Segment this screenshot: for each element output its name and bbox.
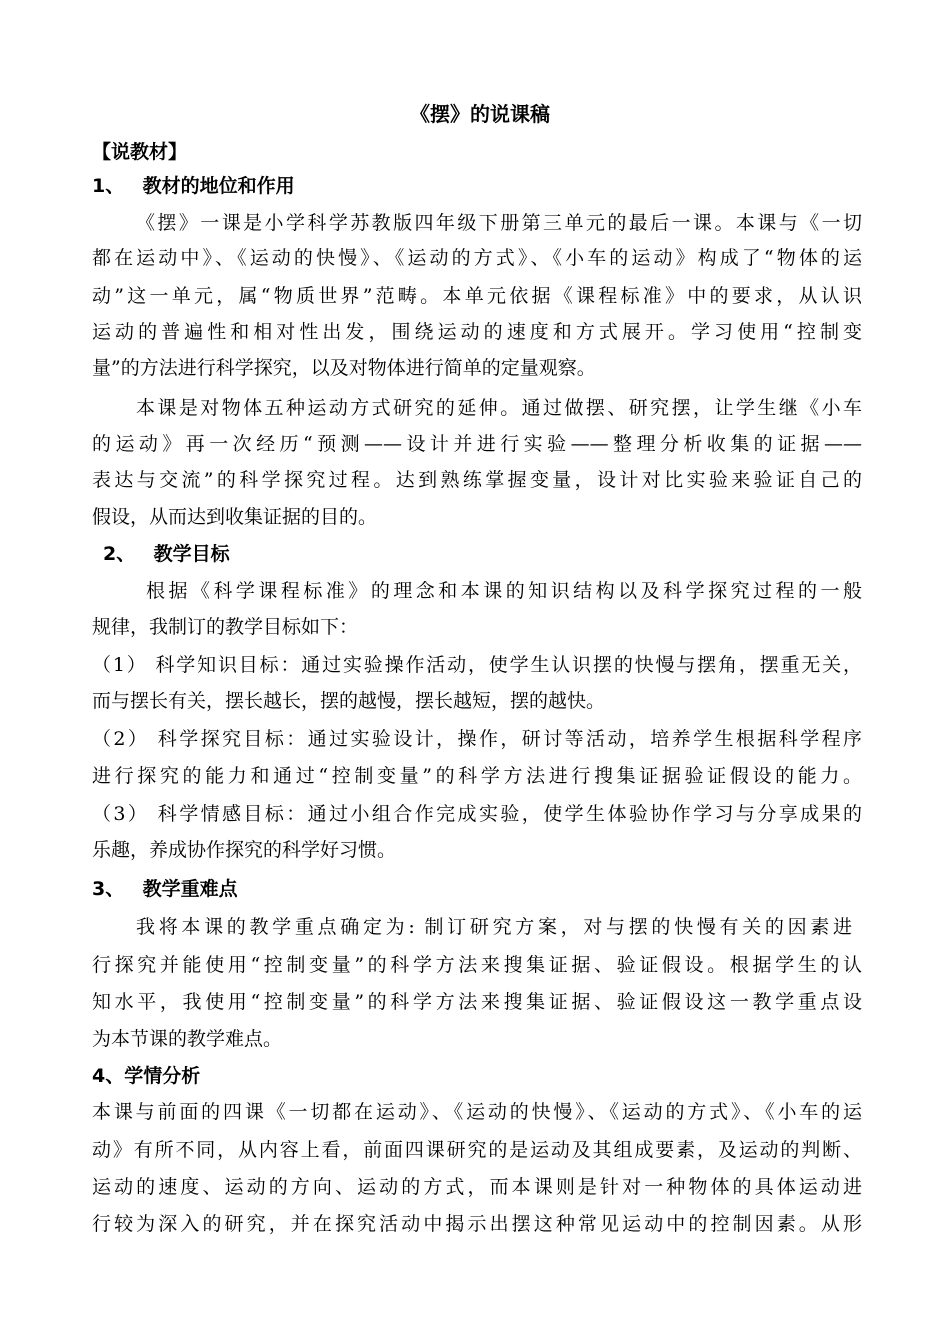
goal-line-6: 乐趣，养成协作探究的科学好习惯。	[92, 839, 397, 861]
heading-4-text: 学情分析	[124, 1065, 201, 1087]
p3-line-1: 根据《科学课程标准》的理念和本课的知识结构以及科学探究过程的一般	[146, 580, 862, 602]
heading-4	[92, 1061, 200, 1091]
p4-line-4: 为本节课的教学难点。	[92, 1028, 283, 1050]
p2-line-3: 表达与交流”的科学探究过程。达到熟练掌握变量，设计对比实验来验证自己的	[92, 469, 862, 491]
p1-line-2: 都在运动中》、《运动的快慢》、《运动的方式》、《小车的运动》构成了“物体的运	[92, 247, 862, 269]
goal-line-3: （2） 科学探究目标：通过实验设计，操作，研讨等活动，培养学生根据科学程序	[92, 728, 862, 750]
p5-line-2: 动》有所不同，从内容上看，前面四课研究的是运动及其组成要素，及运动的判断、	[92, 1139, 862, 1161]
p5-line-4: 行较为深入的研究，并在探究活动中揭示出摆这种常见运动中的控制因素。从形	[92, 1213, 862, 1235]
section-heading: 【说教材】	[92, 141, 188, 163]
heading-3	[92, 874, 238, 904]
p1-line-4: 运动的普遍性和相对性出发，围绕运动的速度和方式展开。学习使用“控制变	[92, 321, 862, 343]
heading-2-number: 2、	[103, 543, 136, 565]
heading-2	[103, 539, 230, 569]
heading-3-text: 教学重难点	[142, 878, 238, 900]
heading-1-number: 1、	[92, 175, 125, 197]
document-title: 《摆》的说课稿	[410, 102, 550, 126]
p4-line-3: 知水平，我使用“控制变量”的科学方法来搜集证据、验证假设这一教学重点设	[92, 991, 862, 1013]
p1-line-1: 《摆》一课是小学科学苏教版四年级下册第三单元的最后一课。本课与《一切	[136, 212, 862, 234]
p5-line-3: 运动的速度、运动的方向、运动的方式，而本课则是针对一种物体的具体运动进	[92, 1176, 862, 1198]
heading-1	[92, 171, 295, 201]
p4-line-2: 行探究并能使用“控制变量”的科学方法来搜集证据、验证假设。根据学生的认	[92, 954, 862, 976]
goal-line-4: 进行探究的能力和通过“控制变量”的科学方法进行搜集证据验证假设的能力。	[92, 765, 862, 787]
p5-line-1: 本课与前面的四课《一切都在运动》、《运动的快慢》、《运动的方式》、《小车的运	[92, 1101, 862, 1123]
heading-1-text: 教材的地位和作用	[142, 175, 295, 197]
heading-3-number: 3、	[92, 878, 125, 900]
goal-line-2: 而与摆长有关，摆长越长，摆的越慢，摆长越短，摆的越快。	[92, 690, 606, 712]
p2-line-1: 本课是对物体五种运动方式研究的延伸。通过做摆、研究摆，让学生继《小车	[136, 397, 862, 419]
p1-line-5: 量”的方法进行科学探究，以及对物体进行简单的定量观察。	[92, 357, 596, 379]
goal-line-1: （1） 科学知识目标：通过实验操作活动，使学生认识摆的快慢与摆角，摆重无关，	[92, 654, 862, 676]
heading-4-number: 4、	[92, 1065, 125, 1087]
p2-line-2: 的运动》再一次经历“预测——设计并进行实验——整理分析收集的证据——	[92, 433, 862, 455]
p1-line-3: 动”这一单元，属“物质世界”范畴。本单元依据《课程标准》中的要求，从认识	[92, 285, 862, 307]
p2-line-4: 假设，从而达到收集证据的目的。	[92, 506, 378, 528]
heading-2-text: 教学目标	[153, 543, 230, 565]
goal-line-5: （3） 科学情感目标：通过小组合作完成实验，使学生体验协作学习与分享成果的	[92, 803, 862, 825]
p3-line-2: 规律，我制订的教学目标如下：	[92, 616, 359, 638]
p4-line-1: 我将本课的教学重点确定为: 制订研究方案，对与摆的快慢有关的因素进	[136, 916, 852, 938]
